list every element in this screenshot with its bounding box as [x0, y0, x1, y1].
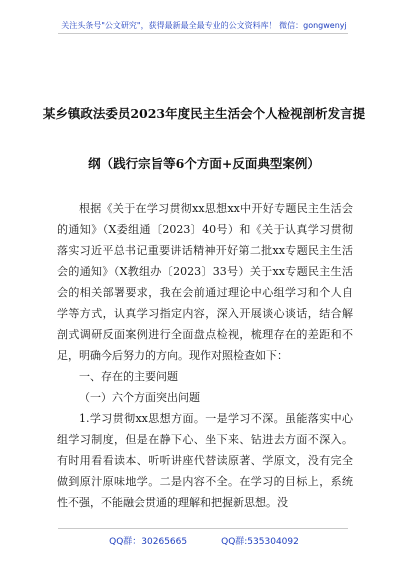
footer-qq-group-2: QQ群:535304092: [221, 537, 299, 547]
document-body: [57, 198, 353, 513]
header-divider: [58, 33, 348, 34]
footer-divider: [58, 528, 348, 529]
document-title-line-1: 某乡镇政法委员2023年度民主生活会个人检视剖析发言提: [42, 106, 366, 121]
footer: [0, 534, 408, 547]
section-heading: 一、存在的主要问题: [79, 370, 178, 383]
subsection-heading: （一）六个方面突出问题: [79, 391, 200, 404]
top-banner: 关注头条号"公文研究"，获得最新最全最专业的公文资料库！ 微信：gongwenyj: [61, 21, 347, 30]
document-title-line-2: 纲（践行宗旨等6个方面+反面典型案例）: [88, 156, 320, 171]
point-paragraph: 1.学习贯彻xx思想方面。一是学习不深。虽能落实中心组学习制度，但是在静下心、坐下来、钻进去方面不深入。有时用看看读本、听听讲座代替读原著、学原文，没有完全做到原汁原味地学。二是内容不全。在学习的目标上，系统性不强，不能融会贯通的理解和把握新思想。没: [57, 412, 353, 509]
intro-paragraph: 根据《关于在学习贯彻xx思想xx中开好专题民主生活会的通知》（X委组通〔2023〕40号）和《关于认真学习贯彻落实习近平总书记重要讲话精神开好第二批xx专题民主生活会的通知》（X教组办〔2023〕33号）关于xx专题民主生活会的相关部署要求，我在会前通过理论中心组学习和个人自学等方式，认真学习指定内容，深入开展谈心谈话，结合解剖式调研反面案例进行全面盘点检视，梳理存在的差距和不足，明确今后努力的方向。现作对照检查如下：: [57, 202, 353, 362]
footer-qq-group-1: QQ群：30265665: [109, 537, 188, 547]
